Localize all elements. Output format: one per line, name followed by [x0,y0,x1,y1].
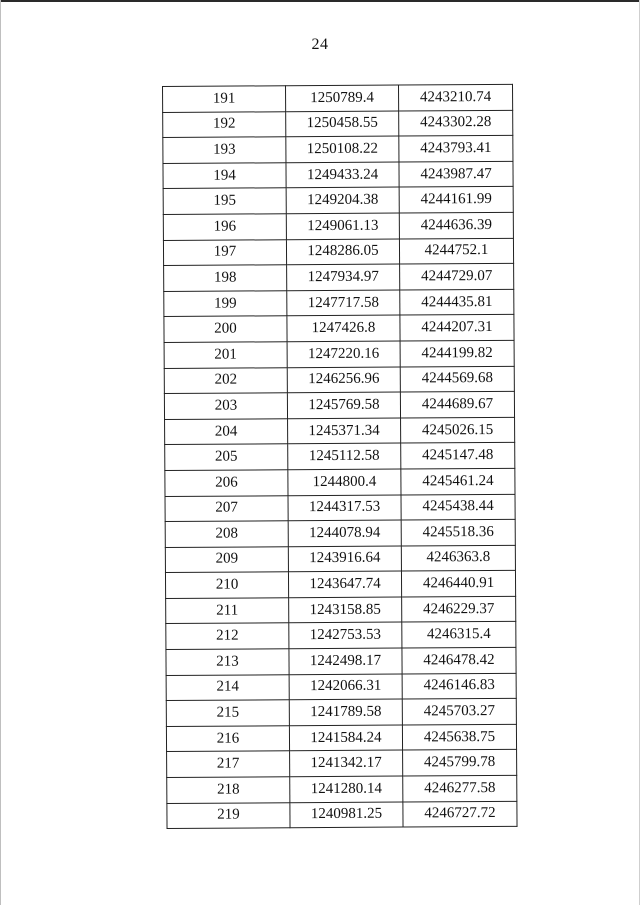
x-coordinate-cell: 1244317.53 [288,495,401,521]
y-coordinate-cell: 4245147.48 [401,443,515,469]
table-row [165,417,515,445]
table-row [164,340,514,368]
point-number-cell: 210 [165,572,288,598]
x-coordinate-cell: 1242066.31 [289,674,402,700]
point-number-cell: 196 [163,214,286,240]
table-row [166,647,516,675]
table-row [166,724,516,752]
table-row [166,699,516,727]
point-number-cell: 197 [163,239,286,265]
point-number-cell: 217 [167,751,290,777]
table-row [166,622,516,650]
point-number-cell: 213 [166,649,289,675]
x-coordinate-cell: 1245371.34 [288,418,401,444]
table-row [163,84,513,112]
table-row [163,212,513,240]
y-coordinate-cell: 4246277.58 [403,775,517,801]
x-coordinate-cell: 1250458.55 [286,111,399,137]
x-coordinate-cell: 1244078.94 [288,520,401,546]
y-coordinate-cell: 4245438.44 [401,494,515,520]
y-coordinate-cell: 4246146.83 [402,673,516,699]
x-coordinate-cell: 1249433.24 [286,162,399,188]
x-coordinate-cell: 1248286.05 [286,239,399,265]
table-row [165,468,515,496]
point-number-cell: 191 [163,86,286,112]
point-number-cell: 193 [163,137,286,163]
x-coordinate-cell: 1241280.14 [290,776,403,802]
table-row [166,673,516,701]
y-coordinate-cell: 4246727.72 [403,801,517,827]
y-coordinate-cell: 4245703.27 [402,699,516,725]
point-number-cell: 201 [164,342,287,368]
table-row [165,545,515,573]
x-coordinate-cell: 1245112.58 [288,443,401,469]
x-coordinate-cell: 1243158.85 [289,597,402,623]
x-coordinate-cell: 1240981.25 [290,802,403,828]
y-coordinate-cell: 4244199.82 [400,340,514,366]
y-coordinate-cell: 4244161.99 [399,187,513,213]
x-coordinate-cell: 1247220.16 [287,341,400,367]
y-coordinate-cell: 4245461.24 [401,468,515,494]
y-coordinate-cell: 4246440.91 [401,571,515,597]
x-coordinate-cell: 1247717.58 [287,290,400,316]
table-row [163,136,513,164]
point-number-cell: 204 [165,418,288,444]
x-coordinate-cell: 1241789.58 [289,699,402,725]
x-coordinate-cell: 1247426.8 [287,315,400,341]
table-row [164,289,514,317]
y-coordinate-cell: 4244569.68 [400,366,514,392]
y-coordinate-cell: 4246315.4 [402,622,516,648]
y-coordinate-cell: 4244689.67 [400,391,514,417]
table-row [163,238,513,266]
y-coordinate-cell: 4244729.07 [400,264,514,290]
point-number-cell: 207 [165,495,288,521]
y-coordinate-cell: 4245026.15 [401,417,515,443]
table-row [163,187,513,215]
x-coordinate-cell: 1250789.4 [286,85,399,111]
x-coordinate-cell: 1246256.96 [287,367,400,393]
y-coordinate-cell: 4245799.78 [403,750,517,776]
table-row [167,775,517,803]
table-row [165,494,515,522]
table-row [167,801,517,829]
table-row [164,391,514,419]
x-coordinate-cell: 1247934.97 [287,264,400,290]
point-number-cell: 200 [164,316,287,342]
table-row [164,366,514,394]
table-row [165,519,515,547]
table-row [163,161,513,189]
y-coordinate-cell: 4243210.74 [398,84,512,110]
point-number-cell: 209 [165,546,288,572]
scan-edge-left [0,0,1,905]
y-coordinate-cell: 4243302.28 [399,110,513,136]
point-number-cell: 205 [165,444,288,470]
x-coordinate-cell: 1243647.74 [288,571,401,597]
point-number-cell: 214 [166,674,289,700]
table-row [163,110,513,138]
y-coordinate-cell: 4244636.39 [399,212,513,238]
point-number-cell: 218 [167,777,290,803]
point-number-cell: 195 [163,188,286,214]
x-coordinate-cell: 1243916.64 [288,546,401,572]
x-coordinate-cell: 1241584.24 [289,725,402,751]
x-coordinate-cell: 1249204.38 [286,187,399,213]
x-coordinate-cell: 1245769.58 [287,392,400,418]
scan-edge-top [0,0,640,2]
y-coordinate-cell: 4244752.1 [399,238,513,264]
coordinates-table [162,84,518,829]
table-row [165,571,515,599]
table-row [166,596,516,624]
x-coordinate-cell: 1242498.17 [289,648,402,674]
page-number: 24 [311,36,329,53]
y-coordinate-cell: 4246363.8 [401,545,515,571]
point-number-cell: 203 [164,393,287,419]
y-coordinate-cell: 4245518.36 [401,519,515,545]
y-coordinate-cell: 4243793.41 [399,136,513,162]
y-coordinate-cell: 4245638.75 [402,724,516,750]
y-coordinate-cell: 4244435.81 [400,289,514,315]
x-coordinate-cell: 1244800.4 [288,469,401,495]
point-number-cell: 211 [166,598,289,624]
x-coordinate-cell: 1250108.22 [286,136,399,162]
y-coordinate-cell: 4243987.47 [399,161,513,187]
point-number-cell: 212 [166,623,289,649]
point-number-cell: 208 [165,521,288,547]
point-number-cell: 206 [165,470,288,496]
x-coordinate-cell: 1241342.17 [290,750,403,776]
point-number-cell: 192 [163,111,286,137]
point-number-cell: 198 [164,265,287,291]
table-row [164,315,514,343]
y-coordinate-cell: 4244207.31 [400,315,514,341]
point-number-cell: 202 [164,367,287,393]
point-number-cell: 216 [166,726,289,752]
point-number-cell: 194 [163,163,286,189]
table-row [164,264,514,292]
x-coordinate-cell: 1249061.13 [286,213,399,239]
table-row [165,443,515,471]
coordinates-table-body [163,84,518,828]
y-coordinate-cell: 4246478.42 [402,647,516,673]
point-number-cell: 219 [167,802,290,828]
x-coordinate-cell: 1242753.53 [289,623,402,649]
table-row [167,750,517,778]
point-number-cell: 199 [164,290,287,316]
y-coordinate-cell: 4246229.37 [402,596,516,622]
point-number-cell: 215 [166,700,289,726]
